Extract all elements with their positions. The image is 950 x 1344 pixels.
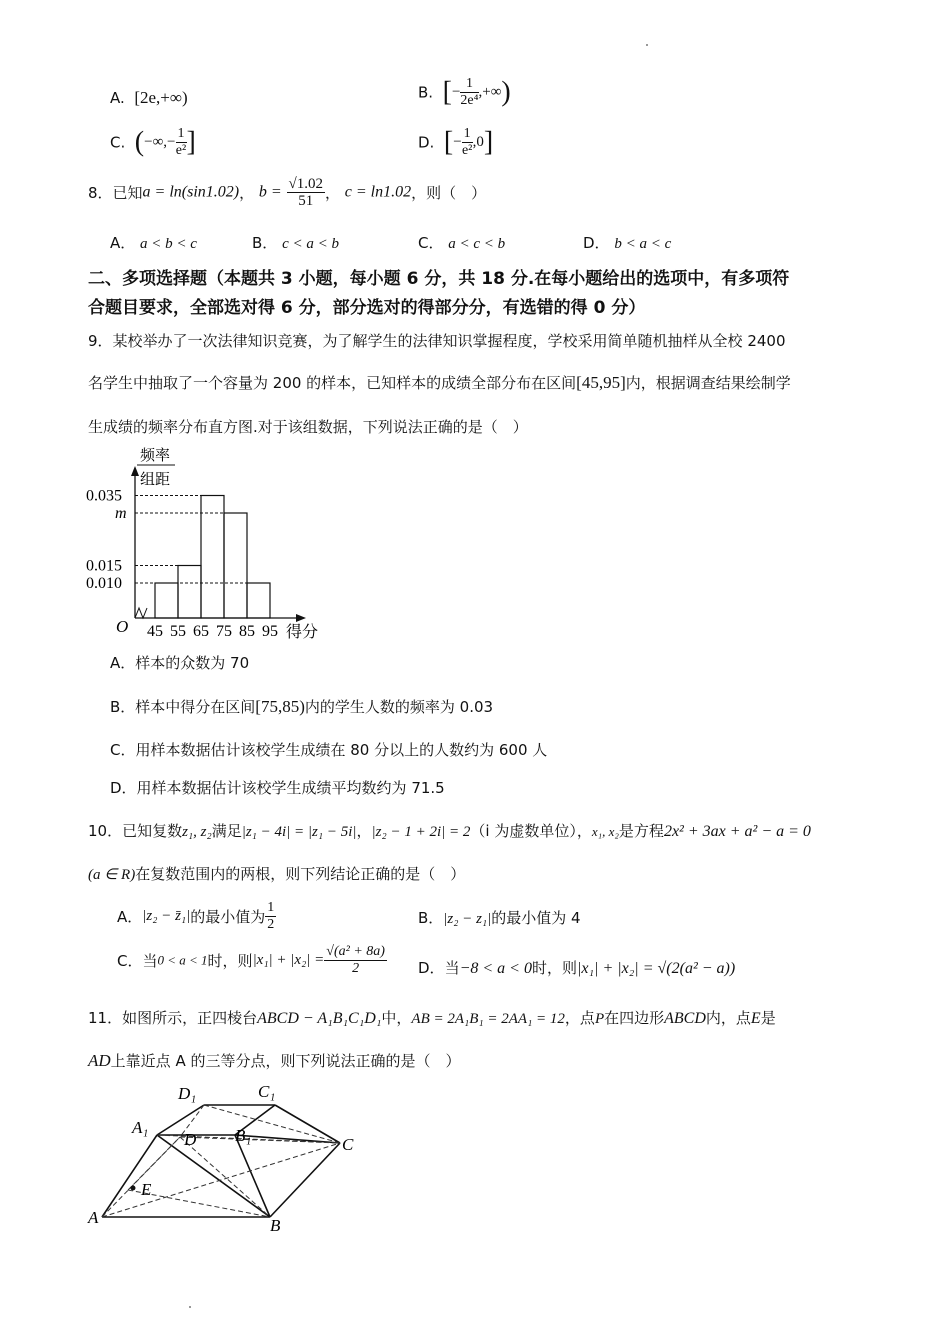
q11-stem-line2: AD上靠近点 A 的三等分点，则下列说法正确的是（ ） bbox=[88, 1051, 461, 1070]
q9-stem-line2: 名学生中抽取了一个容量为 200 的样本，已知样本的成绩全部分布在区间[45,95]内，根据调查结果绘制学 bbox=[88, 373, 791, 392]
label-a: A bbox=[88, 1208, 99, 1227]
q10-option-b: B．|z₂ − z₁|的最小值为 4 bbox=[418, 909, 581, 927]
chart-y-tick-label: 0.015 bbox=[86, 557, 122, 575]
label-e: E bbox=[141, 1180, 152, 1199]
chart-bar bbox=[201, 496, 224, 619]
q9-stem-line1: 9．某校举办了一次法律知识竞赛，为了解学生的法律知识掌握程度，学校采用简单随机抽样从全校 2400 bbox=[88, 332, 786, 350]
chart-bar bbox=[247, 583, 270, 618]
q11-stem-line1: 11．如图所示，正四棱台ABCD − A₁B₁C₁D₁中，AB = 2A₁B₁ = 2AA₁ = 12，点P在四边形ABCD内，点E是 bbox=[88, 1009, 776, 1027]
section2-heading-line1: 二、多项选择题（本题共 3 小题，每小题 6 分，共 18 分.在每小题给出的选项中，有多项符 bbox=[88, 269, 790, 289]
chart-y-tick-label: 0.035 bbox=[86, 487, 122, 505]
page-mark bbox=[189, 1306, 191, 1308]
q9-option-b: B．样本中得分在区间[75,85)内的学生人数的频率为 0.03 bbox=[110, 697, 494, 716]
q10-option-d: D．当−8 < a < 0时，则|x₁| + |x₂| = √(2(a² − a)) bbox=[418, 959, 736, 977]
chart-ylabel-top: 频率 bbox=[140, 448, 171, 464]
label-a1: A₁ bbox=[132, 1118, 149, 1137]
chart-x-tick-label: 45 bbox=[147, 623, 163, 640]
q7-option-a: A. [2e,+∞) bbox=[110, 88, 188, 107]
point-e-dot bbox=[131, 1186, 136, 1191]
chart-y-tick-label: m bbox=[115, 505, 127, 522]
chart-x-tick-label: 75 bbox=[216, 623, 232, 640]
section2-heading-line2: 合题目要求，全部选对得 6 分，部分选对的得部分分，有选错的得 0 分） bbox=[88, 298, 646, 318]
label-b1: B₁ bbox=[235, 1126, 252, 1145]
q10-stem-line2: (a ∈ R)在复数范围内的两根，则下列结论正确的是（ ） bbox=[88, 865, 466, 883]
q10-option-a: A．|z₂ − z̄₁|的最小值为 $\frac{1}{2}$ bbox=[117, 900, 275, 932]
chart-bar bbox=[178, 566, 201, 619]
frequency-histogram bbox=[80, 440, 340, 645]
q7-option-c: C. (−∞,− $\frac{1}{\text{e²}}$ ] bbox=[110, 126, 196, 158]
q9-option-a: A．样本的众数为 70 bbox=[110, 654, 250, 672]
chart-x-tick-label: 55 bbox=[170, 623, 186, 640]
label-d1: D₁ bbox=[178, 1084, 197, 1103]
frustum-figure bbox=[80, 1075, 380, 1235]
label-c1: C₁ bbox=[258, 1082, 276, 1101]
chart-origin: O bbox=[116, 617, 129, 636]
q10-stem-line1: 10．已知复数z₁, z₂满足|z₁ − 4i| = |z₁ − 5i|，|z₂ − 1 + 2i| = 2（i 为虚数单位），x₁, x₂是方程2x² + 3ax + a² − a = 0 bbox=[88, 822, 811, 840]
chart-bar bbox=[155, 583, 178, 618]
q9-option-d: D．用样本数据估计该校学生成绩平均数约为 71.5 bbox=[110, 779, 445, 797]
label-b: B bbox=[270, 1216, 281, 1235]
chart-y-tick-label: 0.010 bbox=[86, 575, 122, 592]
chart-bar bbox=[224, 513, 247, 618]
chart-xlabel: 得分 bbox=[286, 624, 319, 641]
q7-option-d: D. [− $\frac{1}{\text{e²}}$ ,0] bbox=[418, 126, 494, 158]
chart-x-tick-label: 95 bbox=[262, 623, 278, 640]
chart-ylabel-bottom: 组距 bbox=[140, 472, 171, 488]
q9-option-c: C．用样本数据估计该校学生成绩在 80 分以上的人数约为 600 人 bbox=[110, 741, 548, 759]
q8-option-b: B． c < a < b bbox=[252, 234, 339, 252]
q10-option-c: C．当0 < a < 1时，则|x₁| + |x₂| = $\frac{\text{√(a² + 8a)}}{2}$ bbox=[117, 944, 385, 976]
q8-option-a: A． a < b < c bbox=[110, 234, 197, 252]
q9-stem-line3: 生成绩的频率分布直方图.对于该组数据，下列说法正确的是（ ） bbox=[88, 418, 528, 436]
chart-x-tick-label: 65 bbox=[193, 623, 209, 640]
q7-option-b: B. [− $\frac{1}{\text{2e⁴}}$ ,+∞) bbox=[418, 76, 511, 108]
q8-option-c: C． a < c < b bbox=[418, 234, 506, 252]
chart-x-tick-label: 85 bbox=[239, 623, 255, 640]
page-mark bbox=[646, 44, 648, 46]
label-d: D bbox=[184, 1130, 197, 1149]
q8-option-d: D． b < a < c bbox=[583, 234, 672, 252]
q8-stem: 8．已知a = ln(sin1.02)， b = $\frac{√1.02}{51}$ ， c = ln1.02，则（ ） bbox=[88, 176, 487, 209]
label-c: C bbox=[342, 1135, 354, 1154]
